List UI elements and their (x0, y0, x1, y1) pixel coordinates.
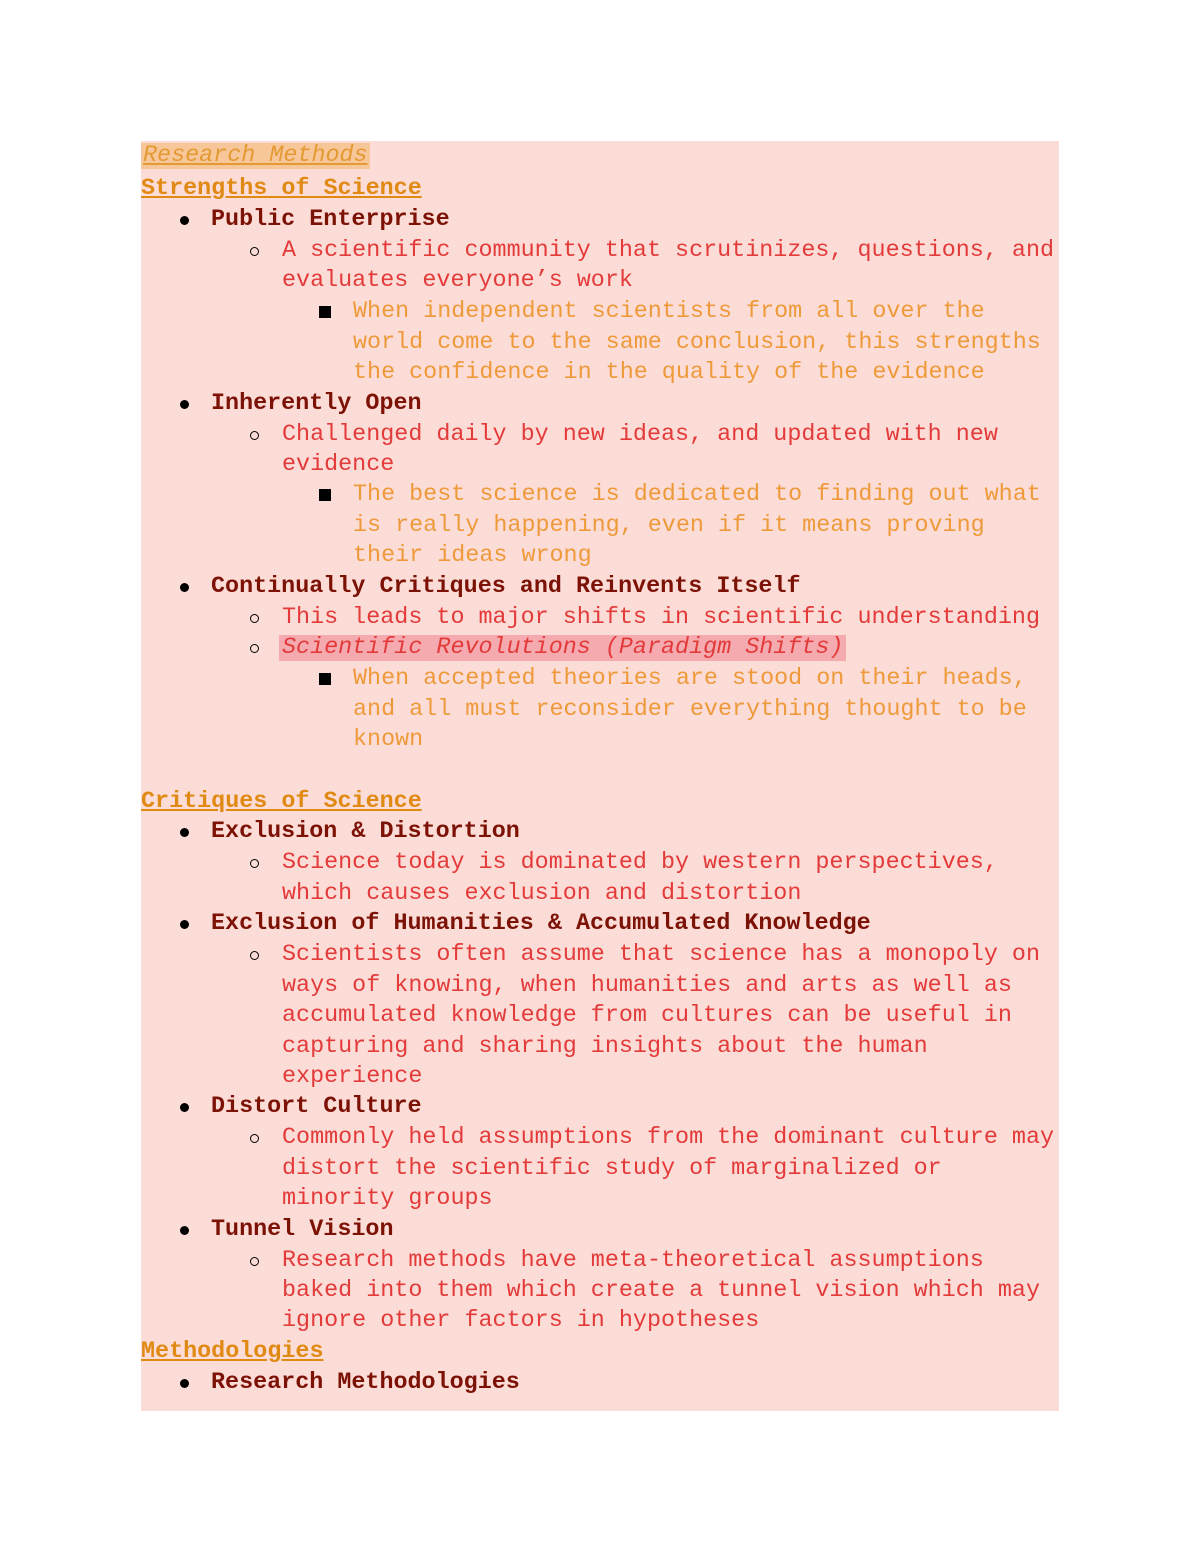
bullet-item: Research Methodologies (211, 1370, 520, 1396)
bullet-item: Exclusion of Humanities & Accumulated Knowledge (211, 911, 871, 937)
highlighted-text: Scientific Revolutions (Paradigm Shifts) (279, 635, 846, 661)
sub-item-line: Research methods have meta-theoretical assumptions (282, 1248, 984, 1274)
detail-line: and all must reconsider everything thought to be (353, 697, 1027, 723)
sub-item-line: ways of knowing, when humanities and arts as well as (282, 973, 1012, 999)
sub-item-line: experience (282, 1064, 423, 1090)
section-heading: Critiques of Science (141, 789, 422, 815)
sub-item-line: evidence (282, 452, 395, 478)
sub-item-line: Scientists often assume that science has a monopoly on (282, 942, 1040, 968)
sub-item-line: which causes exclusion and distortion (282, 881, 802, 907)
detail-line: When accepted theories are stood on their heads, (353, 666, 1027, 692)
sub-item-line: capturing and sharing insights about the human (282, 1034, 928, 1060)
detail-line: is really happening, even if it means proving (353, 513, 985, 539)
detail-line: their ideas wrong (353, 543, 592, 569)
document-title-line (141, 141, 1059, 172)
sub-item-line: Challenged daily by new ideas, and updated with new (282, 422, 998, 448)
sub-item-line: Commonly held assumptions from the dominant culture may (282, 1125, 1055, 1151)
bullet-item: Continually Critiques and Reinvents Itself (211, 574, 801, 600)
sub-item-line (141, 633, 1059, 664)
sub-item-line: evaluates everyone’s work (282, 268, 633, 294)
document-page (141, 141, 1059, 1411)
detail-line: When independent scientists from all over the (353, 299, 985, 325)
section-heading: Methodologies (141, 1339, 324, 1365)
bullet-item: Public Enterprise (211, 207, 450, 233)
bullet-item: Inherently Open (211, 391, 422, 417)
section-heading: Strengths of Science (141, 176, 422, 202)
bullet-item: Exclusion & Distortion (211, 819, 520, 845)
detail-line: the confidence in the quality of the evidence (353, 360, 985, 386)
bullet-item: Tunnel Vision (211, 1217, 394, 1243)
sub-item-line: A scientific community that scrutinizes, questions, and (282, 238, 1055, 264)
sub-item-line: minority groups (282, 1186, 493, 1212)
sub-item-line: ignore other factors in hypotheses (282, 1308, 760, 1334)
document-title: Research Methods (143, 143, 368, 169)
sub-item-line: distort the scientific study of marginalized or (282, 1156, 942, 1182)
sub-item-line: accumulated knowledge from cultures can be useful in (282, 1003, 1012, 1029)
sub-item-line: baked into them which create a tunnel vision which may (282, 1278, 1040, 1304)
detail-line: world come to the same conclusion, this strengths (353, 330, 1041, 356)
detail-line: The best science is dedicated to finding out what (353, 482, 1041, 508)
bullet-item: Distort Culture (211, 1094, 422, 1120)
sub-item-line: Science today is dominated by western perspectives, (282, 850, 998, 876)
sub-item-line: This leads to major shifts in scientific understanding (282, 605, 1040, 631)
detail-line: known (353, 727, 424, 753)
